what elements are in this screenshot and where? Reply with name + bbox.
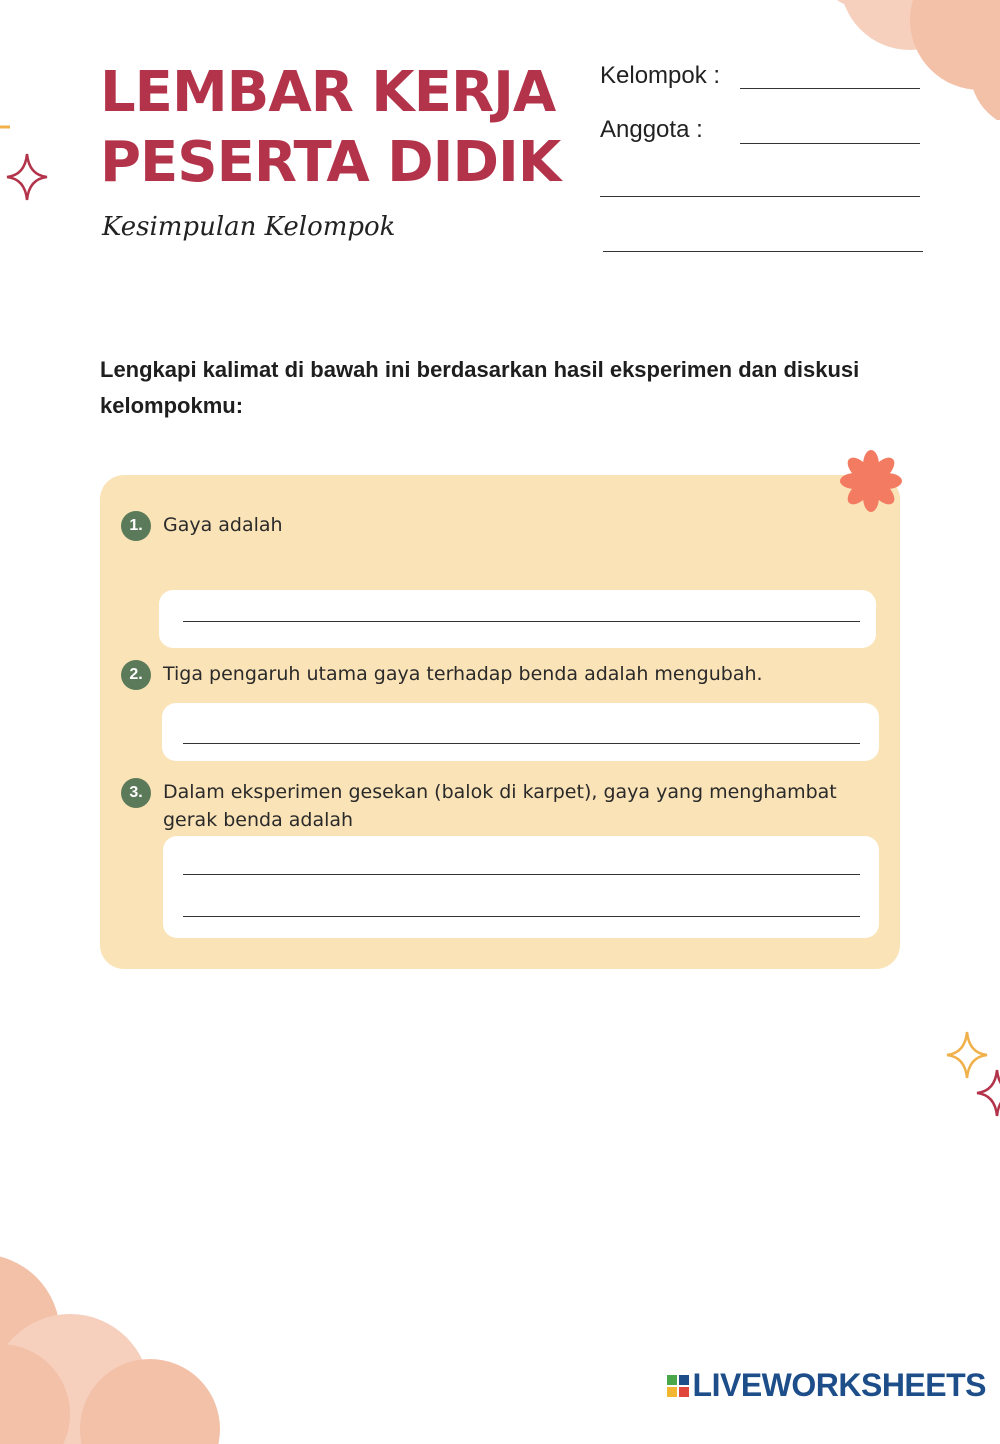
question-2-text: Tiga pengaruh utama gaya terhadap benda adalah mengubah.: [163, 663, 763, 685]
page-subtitle: Kesimpulan Kelompok: [102, 212, 396, 242]
page-title: [100, 58, 560, 198]
question-number-badge: 3.: [121, 778, 151, 808]
flower-icon: [840, 450, 902, 512]
answer-box-2[interactable]: [162, 703, 879, 761]
member-field-3[interactable]: [603, 251, 923, 252]
answer-line: [183, 916, 860, 917]
brand-mark-icon: [667, 1375, 689, 1397]
question-number-badge: 1.: [121, 511, 151, 541]
sparkle-icon: [975, 1068, 1000, 1118]
cloud-decoration-bottom-left: [0, 1214, 260, 1444]
answer-line: [183, 743, 860, 744]
member-field-1[interactable]: [740, 143, 920, 144]
question-1-text: Gaya adalah: [163, 514, 283, 536]
sparkle-icon: [5, 152, 49, 202]
answer-box-1[interactable]: [159, 590, 876, 648]
instruction-text: Lengkapi kalimat di bawah ini berdasarkan hasil eksperimen dan diskusi kelompokmu:: [100, 357, 860, 418]
members-label: Anggota :: [600, 116, 703, 143]
question-number-badge: 2.: [121, 660, 151, 690]
question-panel: [100, 475, 900, 969]
title-line-2: PESERTA DIDIK: [100, 130, 561, 195]
sparkle-icon: [0, 110, 18, 144]
question-3-text: Dalam eksperimen gesekan (balok di karpet), gaya yang menghambat gerak benda adalah: [163, 781, 837, 831]
group-label: Kelompok :: [600, 62, 721, 89]
title-line-1: LEMBAR KERJA: [100, 60, 556, 125]
answer-line: [183, 874, 860, 875]
brand-name: LIVEWORKSHEETS: [692, 1367, 986, 1403]
member-field-2[interactable]: [600, 196, 920, 197]
group-name-field[interactable]: [740, 88, 920, 89]
cloud-decoration-top-right: [780, 0, 1000, 120]
answer-box-3[interactable]: [163, 836, 879, 938]
answer-line: [183, 621, 860, 622]
brand-logo: [667, 1367, 986, 1404]
